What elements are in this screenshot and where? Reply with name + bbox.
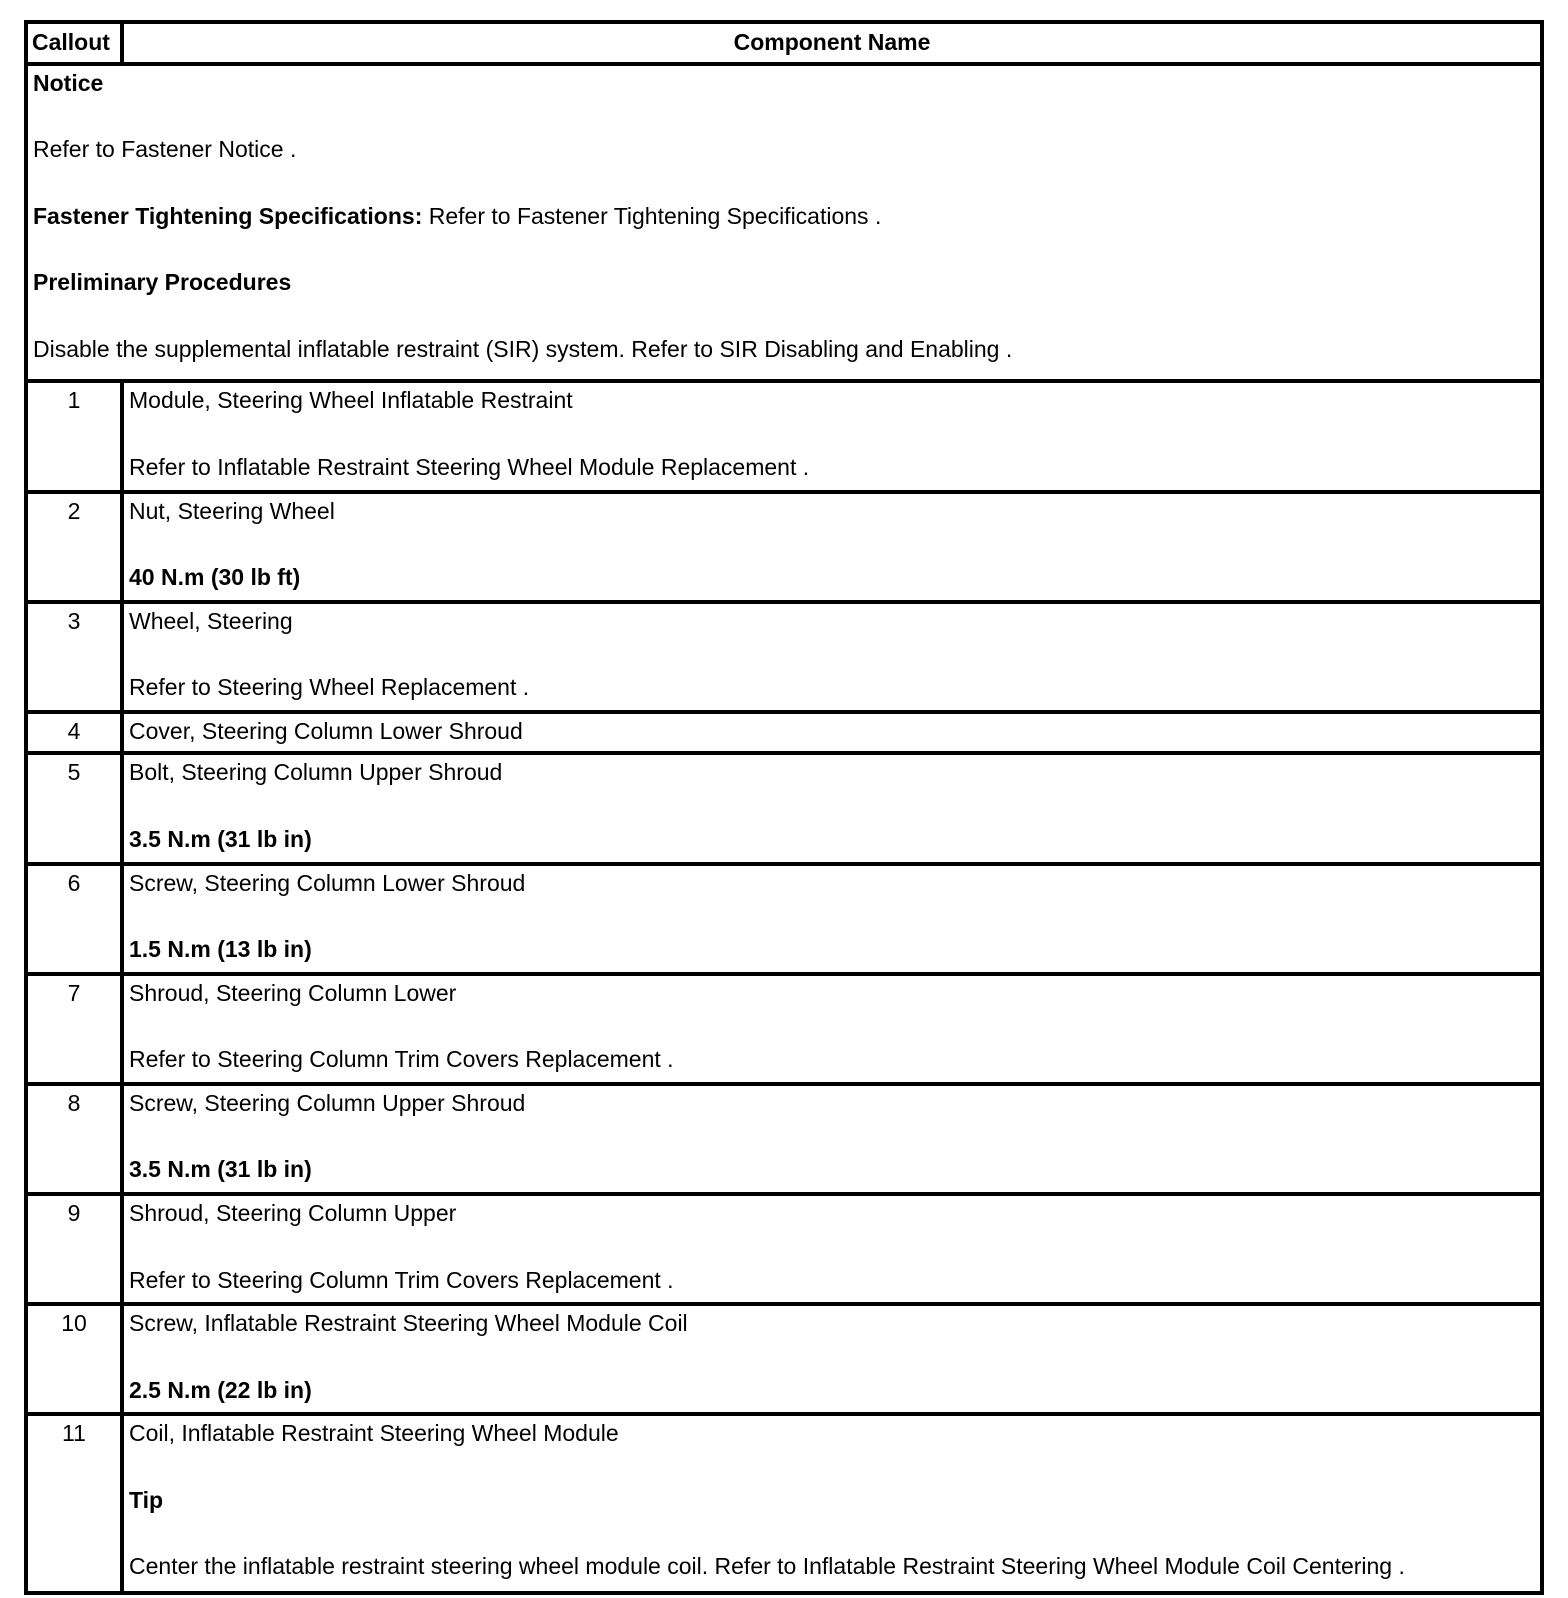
component-cell (122, 381, 1542, 491)
component-name: Coil, Inflatable Restraint Steering Wheel Module (129, 1420, 619, 1447)
table-row (26, 753, 1542, 863)
component-name: Screw, Steering Column Upper Shroud (129, 1089, 526, 1116)
prelim-title: Preliminary Procedures (33, 269, 292, 296)
notice-cell (26, 64, 1542, 382)
component-name-header: Component Name (122, 22, 1542, 64)
component-name: Shroud, Steering Column Upper (129, 1199, 457, 1226)
component-name: Wheel, Steering (129, 607, 293, 634)
component-cell (122, 1194, 1542, 1304)
component-cell (122, 492, 1542, 602)
spec-text: Refer to Fastener Tightening Specifications . (422, 202, 882, 229)
component-cell (122, 1304, 1542, 1414)
callout-number: 6 (26, 864, 122, 974)
torque-spec: 3.5 N.m (31 lb in) (129, 826, 312, 852)
component-reference: Refer to Steering Column Trim Covers Replacement . (129, 1266, 674, 1293)
torque-spec: 2.5 N.m (22 lb in) (129, 1376, 312, 1403)
callout-number: 10 (26, 1304, 122, 1414)
component-table (24, 20, 1544, 1595)
component-name: Shroud, Steering Column Lower (129, 979, 457, 1006)
component-cell (122, 1414, 1542, 1593)
table-row (26, 974, 1542, 1084)
component-cell (122, 1084, 1542, 1194)
table-row (26, 381, 1542, 491)
callout-header: Callout (26, 22, 122, 64)
component-cell (122, 712, 1542, 754)
component-reference: Refer to Steering Wheel Replacement . (129, 674, 530, 701)
component-name: Module, Steering Wheel Inflatable Restraint (129, 387, 573, 414)
component-cell (122, 864, 1542, 974)
spec-line (33, 203, 1535, 231)
component-name: Screw, Inflatable Restraint Steering Wheel Module Coil (129, 1310, 688, 1337)
callout-number: 4 (26, 712, 122, 754)
torque-spec: 3.5 N.m (31 lb in) (129, 1156, 312, 1183)
callout-number: 3 (26, 602, 122, 712)
table-row (26, 864, 1542, 974)
component-name: Cover, Steering Column Lower Shroud (129, 717, 523, 744)
component-reference: Refer to Inflatable Restraint Steering Wheel Module Replacement . (129, 454, 810, 481)
callout-number: 5 (26, 753, 122, 863)
table-row (26, 1194, 1542, 1304)
torque-spec: 40 N.m (30 lb ft) (129, 564, 301, 591)
notice-title: Notice (33, 69, 104, 96)
header-row (26, 22, 1542, 64)
component-cell (122, 974, 1542, 1084)
component-name: Nut, Steering Wheel (129, 497, 335, 524)
table-row (26, 492, 1542, 602)
tip-label: Tip (129, 1486, 164, 1513)
component-name: Screw, Steering Column Lower Shroud (129, 869, 526, 896)
callout-number: 9 (26, 1194, 122, 1304)
callout-number: 1 (26, 381, 122, 491)
callout-number: 7 (26, 974, 122, 1084)
table-row (26, 1304, 1542, 1414)
table-row (26, 1084, 1542, 1194)
notice-row (26, 64, 1542, 382)
component-cell (122, 753, 1542, 863)
tip-text: Center the inflatable restraint steering wheel module coil. Refer to Inflatable Restraint Steering Wheel Module Coil Centering . (129, 1553, 1405, 1580)
fastener-notice: Refer to Fastener Notice . (33, 136, 297, 163)
component-name: Bolt, Steering Column Upper Shroud (129, 759, 503, 786)
callout-number: 2 (26, 492, 122, 602)
callout-number: 8 (26, 1084, 122, 1194)
prelim-text: Disable the supplemental inflatable restraint (SIR) system. Refer to SIR Disabling and Enabling . (33, 335, 1013, 362)
table-row (26, 712, 1542, 754)
table-row (26, 1414, 1542, 1593)
callout-number: 11 (26, 1414, 122, 1593)
spec-label: Fastener Tightening Specifications: (33, 202, 423, 229)
component-cell (122, 602, 1542, 712)
table-row (26, 602, 1542, 712)
torque-spec: 1.5 N.m (13 lb in) (129, 936, 312, 963)
component-reference: Refer to Steering Column Trim Covers Replacement . (129, 1046, 674, 1073)
